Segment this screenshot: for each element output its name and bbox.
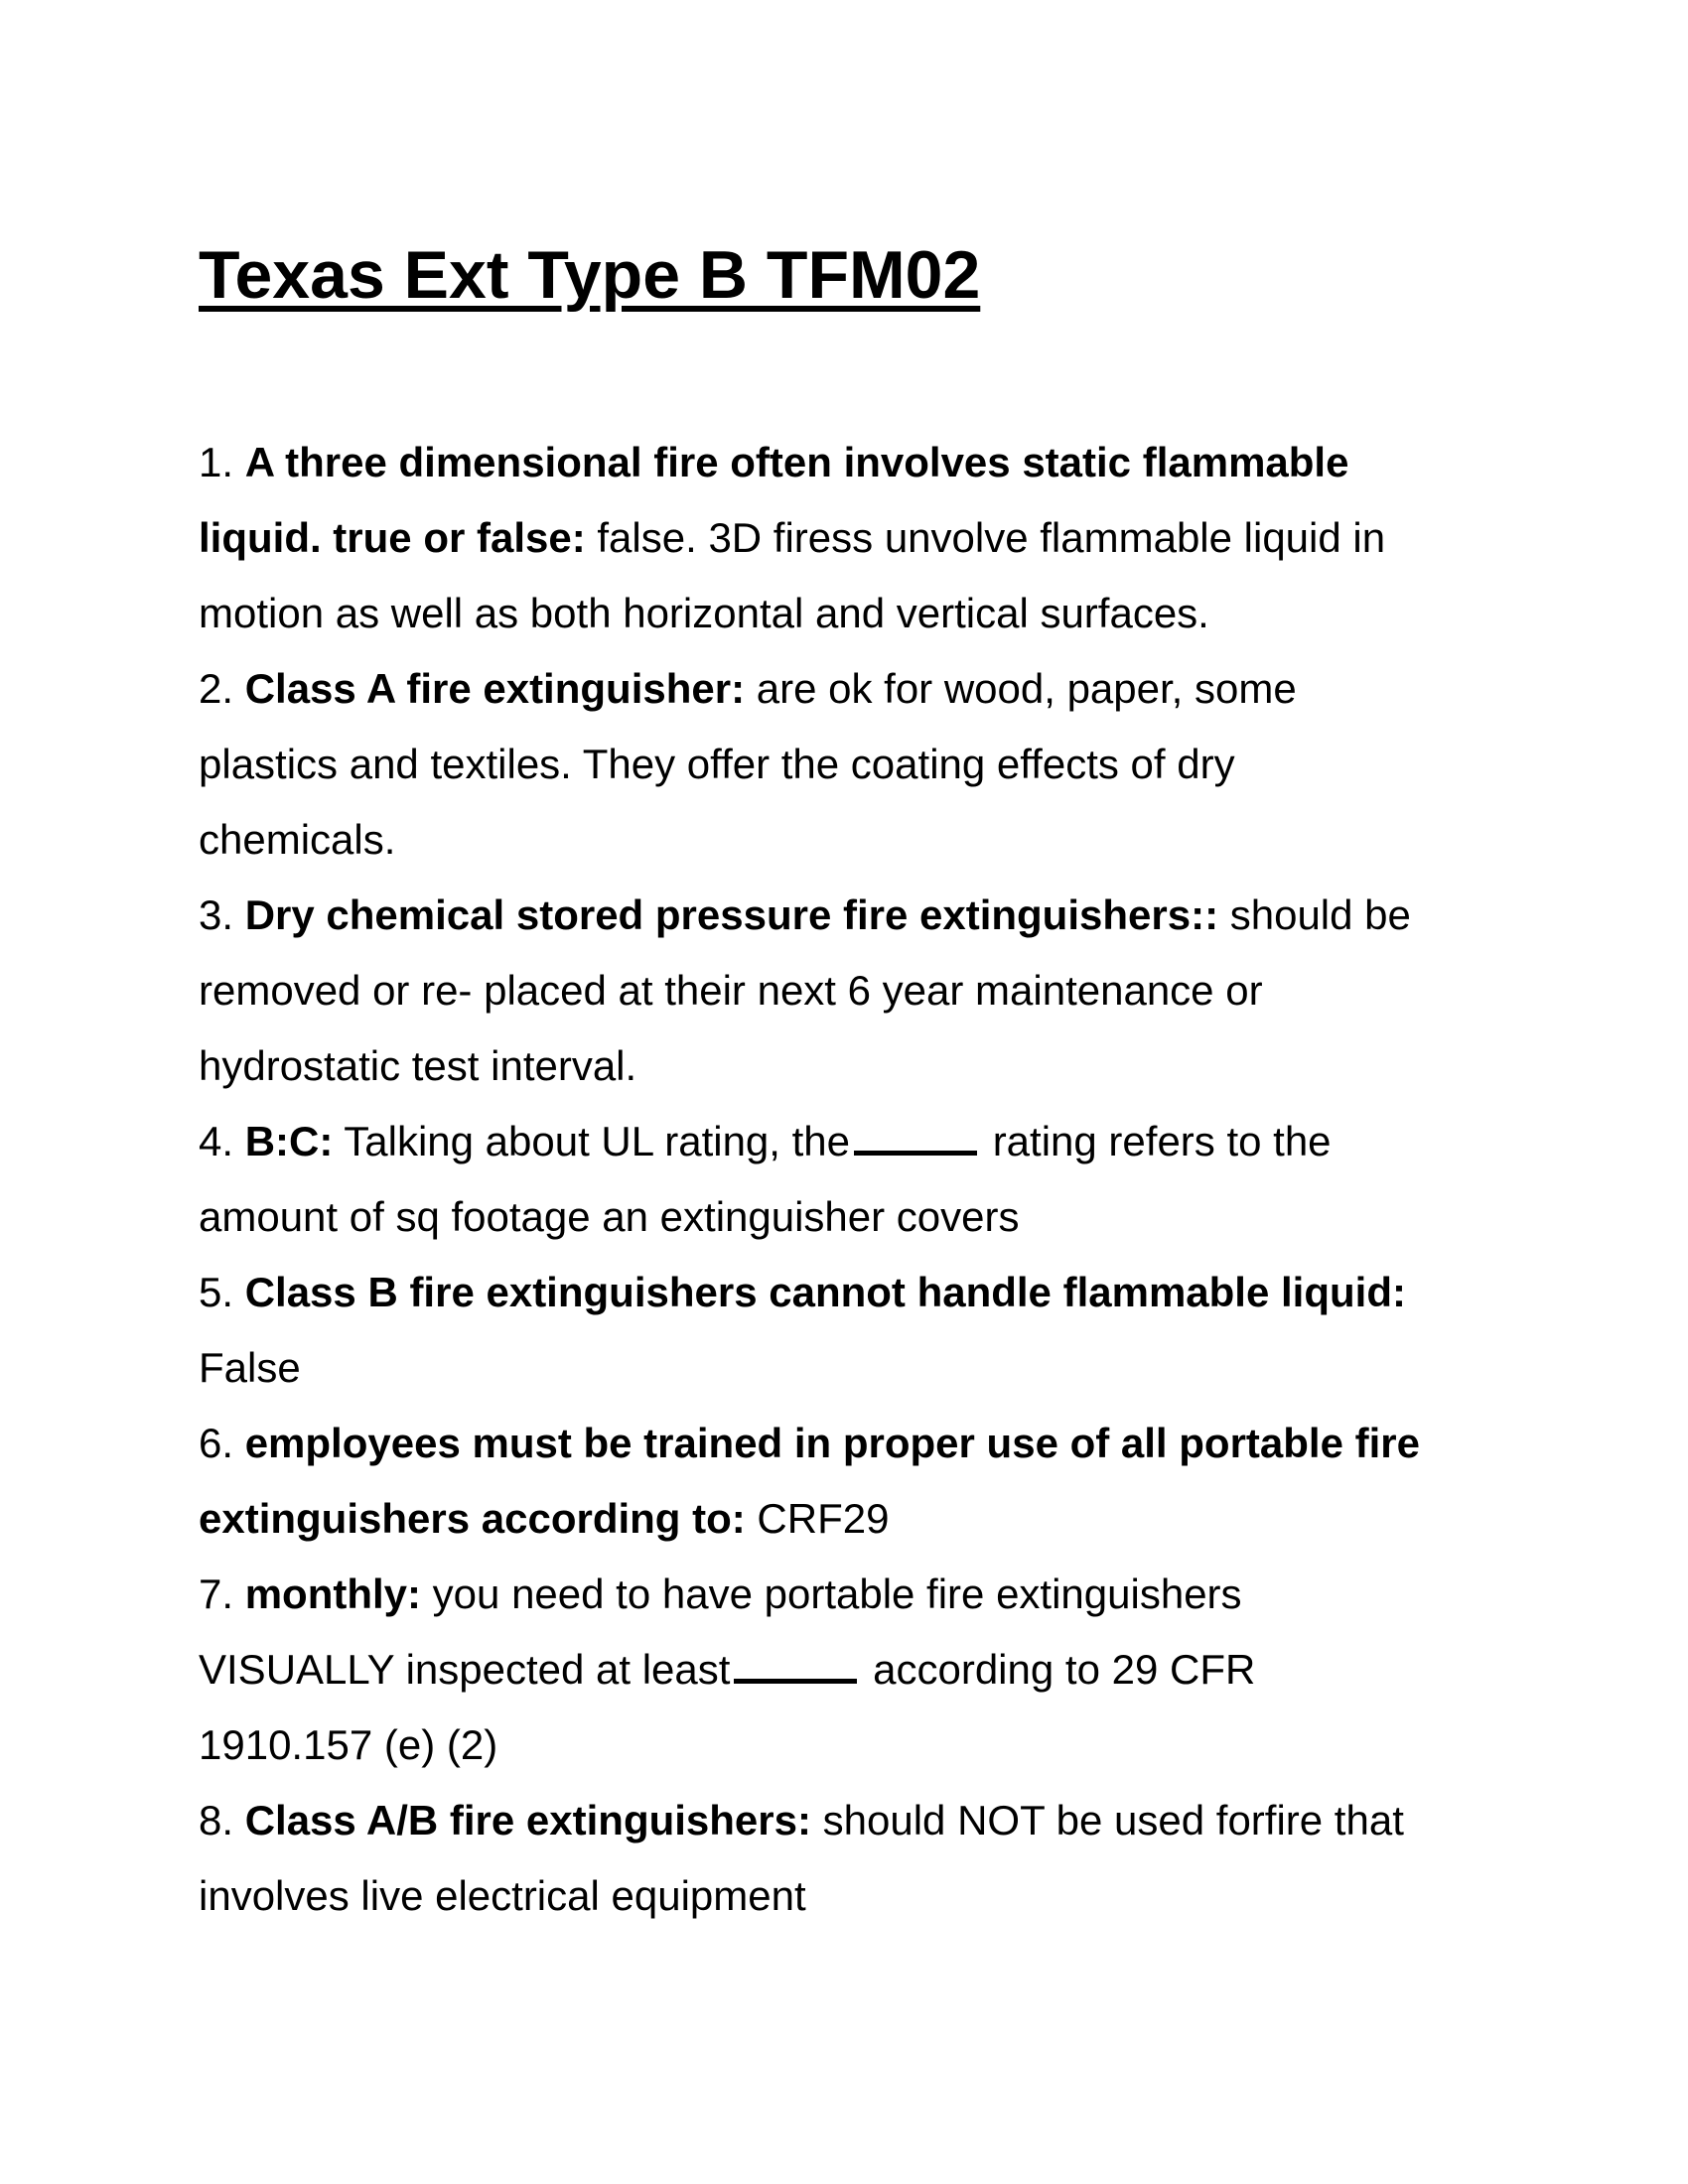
- answer-text: motion as well as both horizontal and vertical surfaces.: [199, 590, 1209, 636]
- text-line: [199, 425, 1529, 500]
- answer-text: hydrostatic test interval.: [199, 1042, 637, 1089]
- item-number: 8.: [199, 1797, 234, 1843]
- answer-text: removed or re- placed at their next 6 year maintenance or: [199, 967, 1263, 1014]
- fill-in-blank: [854, 1115, 977, 1156]
- flashcard-item: [199, 425, 1529, 651]
- answer-text: VISUALLY inspected at least: [199, 1646, 731, 1693]
- flashcard-item: [199, 1255, 1529, 1406]
- answer-text: rating refers to the: [981, 1118, 1332, 1164]
- question-term: B:C:: [244, 1118, 334, 1164]
- answer-text: should NOT be used forfire that: [810, 1797, 1404, 1843]
- text-line: [199, 576, 1529, 651]
- text-line: [199, 953, 1529, 1028]
- answer-text: plastics and textiles. They offer the coating effects of dry: [199, 741, 1235, 787]
- flashcard-item: [199, 1104, 1529, 1255]
- text-line: [199, 1783, 1529, 1858]
- flashcard-item: [199, 878, 1529, 1104]
- answer-text: you need to have portable fire extinguishers: [421, 1570, 1242, 1617]
- question-term: A three dimensional fire often involves static flammable: [244, 439, 1349, 485]
- text-line: [199, 878, 1529, 953]
- answer-text: should be: [1218, 891, 1411, 938]
- flashcard-item: [199, 1406, 1529, 1557]
- answer-text: CRF29: [745, 1495, 890, 1542]
- text-line: [199, 727, 1529, 802]
- text-line: [199, 1481, 1529, 1557]
- answer-text: False: [199, 1344, 301, 1391]
- text-line: [199, 500, 1529, 576]
- answer-text: involves live electrical equipment: [199, 1872, 806, 1919]
- answer-text: chemicals.: [199, 816, 396, 863]
- answer-text: false. 3D firess unvolve flammable liquid in: [585, 514, 1386, 561]
- item-number: 3.: [199, 891, 234, 938]
- text-line: [199, 1179, 1529, 1255]
- question-term: monthly:: [244, 1570, 422, 1617]
- text-line: [199, 1858, 1529, 1934]
- item-number: 2.: [199, 665, 234, 712]
- text-line: [199, 651, 1529, 727]
- question-term: liquid. true or false:: [199, 514, 586, 561]
- text-line: [199, 1406, 1529, 1481]
- question-term: Class A fire extinguisher:: [244, 665, 746, 712]
- answer-text: according to 29 CFR: [861, 1646, 1256, 1693]
- answer-text: are ok for wood, paper, some: [745, 665, 1297, 712]
- flashcard-list: [199, 425, 1529, 1934]
- item-number: 6.: [199, 1420, 234, 1466]
- item-number: 4.: [199, 1118, 234, 1164]
- flashcard-item: [199, 1557, 1529, 1783]
- text-line: [199, 1557, 1529, 1632]
- text-line: [199, 1330, 1529, 1406]
- question-term: Dry chemical stored pressure fire extinguishers::: [244, 891, 1219, 938]
- question-term: employees must be trained in proper use of all portable fire: [244, 1420, 1420, 1466]
- text-line: [199, 1632, 1529, 1707]
- document-title: Texas Ext Type B TFM02: [199, 237, 981, 313]
- item-number: 1.: [199, 439, 234, 485]
- question-term: Class A/B fire extinguishers:: [244, 1797, 811, 1843]
- answer-text: amount of sq footage an extinguisher covers: [199, 1193, 1020, 1240]
- text-line: [199, 1707, 1529, 1783]
- fill-in-blank: [734, 1643, 857, 1684]
- text-line: [199, 1255, 1529, 1330]
- item-number: 7.: [199, 1570, 234, 1617]
- text-line: [199, 1028, 1529, 1104]
- item-number: 5.: [199, 1269, 234, 1315]
- text-line: [199, 1104, 1529, 1179]
- question-term: Class B fire extinguishers cannot handle flammable liquid:: [244, 1269, 1406, 1315]
- text-line: [199, 802, 1529, 878]
- flashcard-item: [199, 1783, 1529, 1934]
- question-term: extinguishers according to:: [199, 1495, 746, 1542]
- answer-text: Talking about UL rating, the: [333, 1118, 851, 1164]
- flashcard-item: [199, 651, 1529, 878]
- answer-text: 1910.157 (e) (2): [199, 1721, 498, 1768]
